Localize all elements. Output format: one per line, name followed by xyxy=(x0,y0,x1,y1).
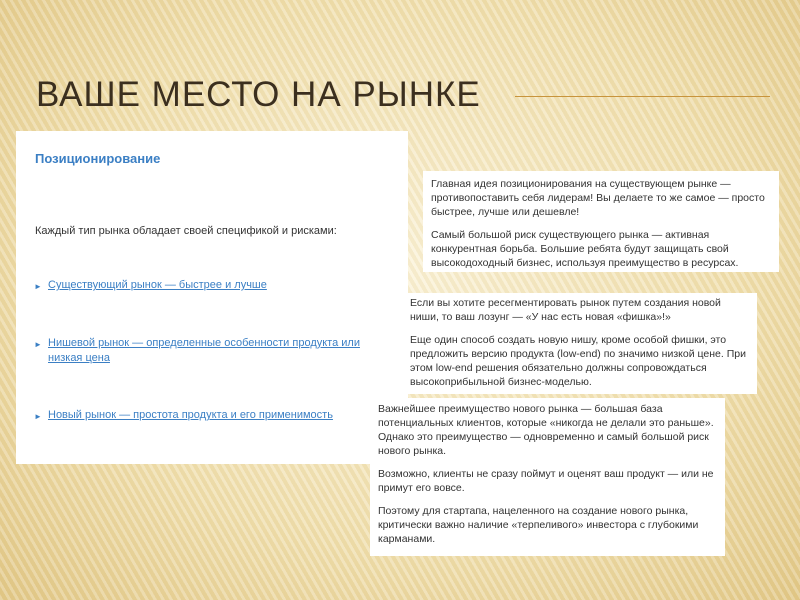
note-existing-market xyxy=(423,171,779,272)
positioning-intro: Каждый тип рынка обладает своей спецификой и рисками: xyxy=(35,225,337,237)
bullet-new-market xyxy=(34,408,392,423)
title-divider xyxy=(515,96,770,97)
slide-title: ВАШЕ МЕСТО НА РЫНКЕ xyxy=(36,75,481,115)
bullet-niche-market xyxy=(34,336,392,366)
note-paragraph: Если вы хотите ресегментировать рынок путем создания новой ниши, то ваш лозунг — «У нас есть новая «фишка»!» xyxy=(410,297,721,323)
link-existing-market[interactable]: Существующий рынок — быстрее и лучше xyxy=(48,279,267,291)
note-paragraph: Еще один способ создать новую нишу, кроме особой фишки, это предложить версию продукта (low-end) по значимо низкой цене. При этом low-end решения обязательно должны сопровождаться высокоприбыльной бизнес-моделью. xyxy=(410,334,746,388)
link-new-market[interactable]: Новый рынок — простота продукта и его применимость xyxy=(48,409,333,421)
positioning-panel xyxy=(16,131,408,464)
bullet-marker-icon: ► xyxy=(34,340,42,349)
note-paragraph: Возможно, клиенты не сразу поймут и оценят ваш продукт — или не примут его вовсе. xyxy=(378,468,714,494)
positioning-heading: Позиционирование xyxy=(35,151,161,166)
note-new-market xyxy=(370,398,725,556)
bullet-existing-market xyxy=(34,278,392,293)
note-paragraph: Самый большой риск существующего рынка — активная конкурентная борьба. Большие ребята будут защищать свой высокодоходный бизнес, используя преимущество в ресурсах. xyxy=(431,229,739,269)
bullet-marker-icon: ► xyxy=(34,412,42,421)
link-niche-market[interactable]: Нишевой рынок — определенные особенности продукта или низкая цена xyxy=(48,337,360,364)
note-paragraph: Главная идея позиционирования на существующем рынке — противопоставить себя лидерам! Вы делаете то же самое — просто быстрее, лучше или дешевле! xyxy=(431,178,765,218)
note-paragraph: Поэтому для стартапа, нацеленного на создание нового рынка, критически важно наличие «терпеливого» инвестора с глубокими карманами. xyxy=(378,505,699,545)
note-niche-market xyxy=(402,293,757,394)
bullet-marker-icon: ► xyxy=(34,282,42,291)
note-paragraph: Важнейшее преимущество нового рынка — большая база потенциальных клиентов, которые «никогда не делали это раньше». Однако это преимущество — одновременно и самый большой риск нового рынка. xyxy=(378,403,714,457)
